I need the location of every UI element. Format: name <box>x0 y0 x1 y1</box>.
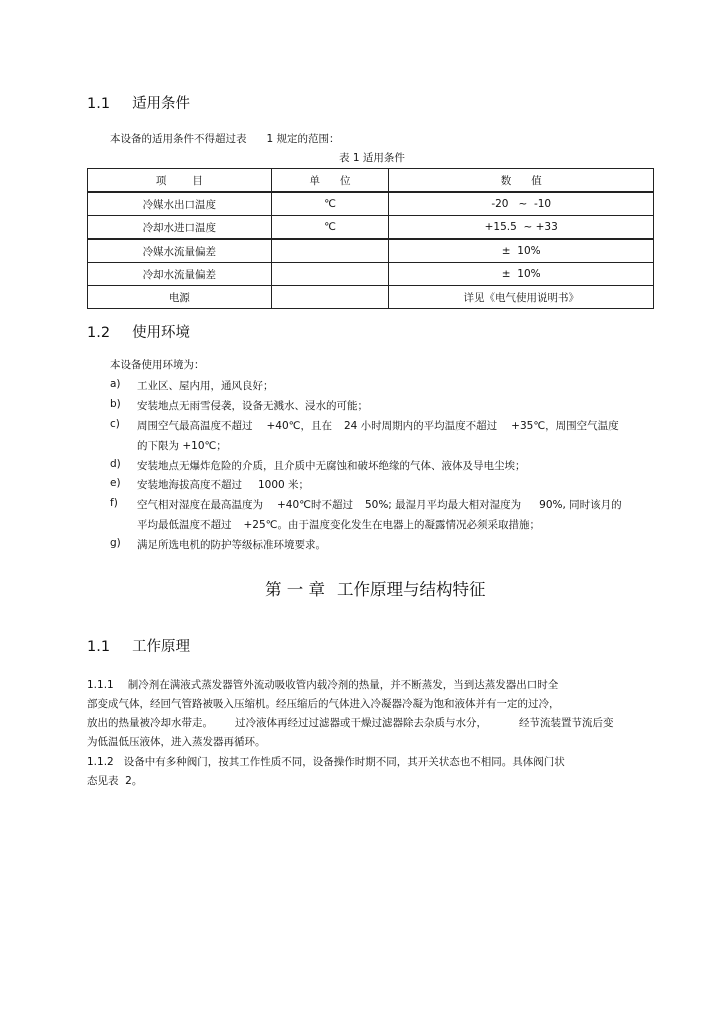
section-heading <box>87 635 190 656</box>
paragraph-line: 为低温低压液体，进入蒸发器再循环。 <box>87 736 266 748</box>
list-label: b) <box>110 398 121 410</box>
list-label: a) <box>110 378 121 390</box>
list-label: c) <box>110 418 120 430</box>
list-label: d) <box>110 458 121 470</box>
list-item: 安装地点无雨雪侵袭，设备无溅水、浸水的可能； <box>137 400 368 412</box>
list-item: 安装地海拔高度不超过 1000 米； <box>137 479 310 491</box>
list-item: 周围空气最高温度不超过 +40℃，且在 24 小时周期内的平均温度不超过 +35℃，周围空气温度 <box>137 420 619 432</box>
section-number: 1.2 <box>87 325 111 341</box>
list-label: e) <box>110 477 121 489</box>
list-item: 安装地点无爆炸危险的介质，且介质中无腐蚀和破坏绝缘的气体、液体及导电尘埃； <box>137 460 526 472</box>
list-item: 空气相对湿度在最高温度为 +40℃时不超过 50%; 最湿月平均最大相对湿度为 90%, 同时该月的 <box>137 499 622 511</box>
paragraph-line: 部变成气体，经回气管路被吸入压缩机。经压缩后的气体进入冷凝器冷凝为饱和液体并有一定的过冷， <box>87 698 560 710</box>
header-item: 项 目 <box>88 169 272 193</box>
section-number: 1.1 <box>87 639 111 655</box>
list-item: 满足所选电机的防护等级标准环境要求。 <box>137 539 326 551</box>
table-row: 冷却水进口温度 ℃ +15.5 ~ +33 <box>88 216 654 240</box>
paragraph-line: 1.1.2 设备中有多种阀门，按其工作性质不同，设备操作时期不同，其开关状态也不相同。具体阀门状 <box>87 756 565 768</box>
list-label: g) <box>110 537 121 549</box>
table-header-row <box>88 169 654 193</box>
paragraph-line: 放出的热量被冷却水带走。 过冷液体再经过过滤器或干燥过滤器除去杂质与水分， 经节流装置节流后变 <box>87 717 614 729</box>
list-item-cont: 平均最低温度不超过 +25℃。由于温度变化发生在电器上的凝露情况必须采取措施； <box>137 519 540 531</box>
section-title: 使用环境 <box>132 325 191 341</box>
chapter-number: 第 一 章 <box>265 580 325 599</box>
section-title: 工作原理 <box>132 639 191 655</box>
section-number: 1.1 <box>87 96 111 112</box>
conditions-table <box>87 168 654 309</box>
header-unit: 单 位 <box>271 169 389 193</box>
table-caption: 表 1 适用条件 <box>339 152 405 164</box>
header-value: 数 值 <box>389 169 654 193</box>
table-row: 电源 详见《电气使用说明书》 <box>88 286 654 309</box>
list-label: f) <box>110 497 118 509</box>
paragraph-line: 1.1.1 制冷剂在满液式蒸发器管外流动吸收管内载冷剂的热量，并不断蒸发，当到达蒸发器出口时全 <box>87 679 559 691</box>
list-item: 工业区、屋内用，通风良好； <box>137 380 274 392</box>
table-row: 冷媒水出口温度 ℃ -20 ~ -10 <box>88 192 654 216</box>
paragraph-line: 态见表 2。 <box>87 775 143 787</box>
chapter-title: 工作原理与结构特征 <box>337 580 486 599</box>
chapter-heading <box>265 576 486 600</box>
intro-paragraph: 本设备的适用条件不得超过表 1 规定的范围： <box>110 133 340 145</box>
table-row: 冷媒水流量偏差 ± 10% <box>88 239 654 263</box>
section-heading <box>87 321 190 342</box>
list-item-cont: 的下限为 +10℃； <box>137 440 227 452</box>
table-row: 冷却水流量偏差 ± 10% <box>88 263 654 286</box>
section-title: 适用条件 <box>132 96 191 112</box>
env-intro: 本设备使用环境为： <box>110 359 205 371</box>
section-heading <box>87 92 190 113</box>
